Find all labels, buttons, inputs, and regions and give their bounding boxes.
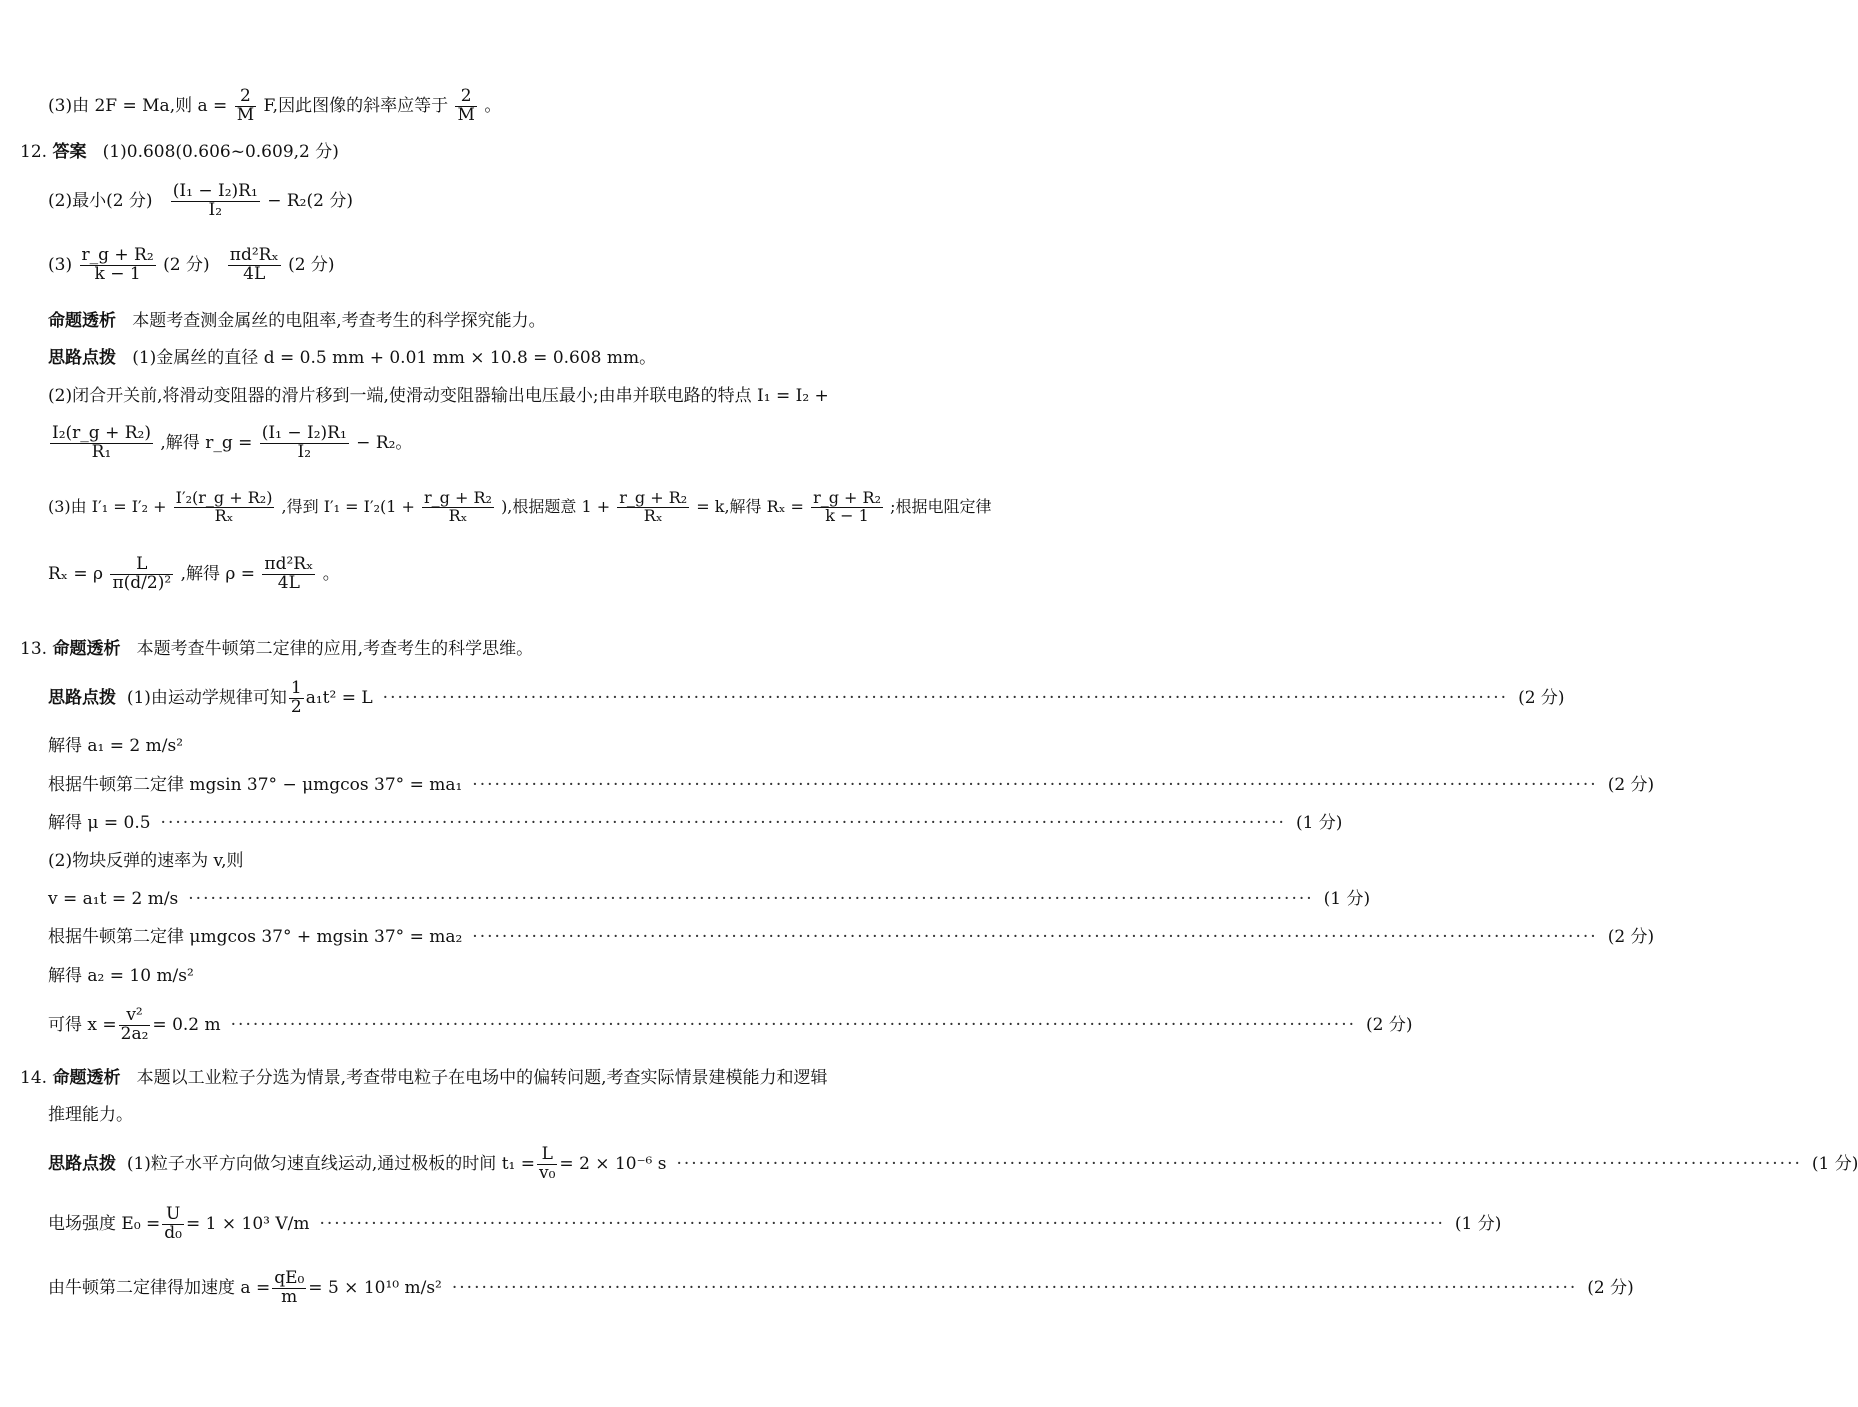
hint-label: 思路点拨 (48, 1153, 116, 1174)
question-number: 12. (20, 142, 48, 162)
analysis-label: 命题透析 (52, 639, 121, 659)
q14-heading (20, 1070, 827, 1087)
score: (2 分) (1607, 775, 1655, 795)
text: v = a₁t = 2 m/s (48, 889, 179, 909)
fraction: $\frac{\text{πd²Rₓ}}{4L}$ (229, 245, 279, 284)
q14-analysis-cont: 推理能力。 (48, 1105, 133, 1125)
question-number: 13. (20, 639, 48, 659)
text: 电场强度 E₀ = (48, 1213, 161, 1234)
q12-answer-part3 (48, 247, 335, 284)
text: 由牛顿第二定律得加速度 a = (48, 1277, 271, 1298)
fraction: $\frac{\text{r\_g + R₂}}{k - 1}$ (813, 488, 881, 525)
fraction: $\frac{\text{I′₂(r\_g + R₂)}}{\text{Rₓ}}$ (175, 488, 273, 525)
fraction: $\frac{\text{(I₁ − I₂)R₁}}{\text{I₂}}$ (261, 423, 347, 462)
question-number: 14. (20, 1068, 48, 1088)
q13-step8: 解得 a₂ = 10 m/s² (48, 966, 194, 986)
text: F,因此图像的斜率应等于 (263, 95, 449, 116)
q14-step2 (48, 1204, 1502, 1243)
text: (3)由 2F = Ma,则 a = (48, 95, 228, 116)
fraction: $\frac{\text{v²}}{\text{2a₂}}$ (120, 1005, 149, 1044)
fraction: $\frac{\text{r\_g + R₂}}{k - 1}$ (81, 245, 154, 284)
q12-answer-part2 (48, 183, 353, 220)
q12-hint4 (48, 556, 340, 593)
text: 解得 μ = 0.5 (48, 813, 151, 833)
text: − R₂(2 分) (267, 190, 353, 211)
text: 根据牛顿第二定律 μmgcos 37° + mgsin 37° = ma₂ (48, 927, 463, 947)
score: (2 分) (1587, 1277, 1634, 1298)
score: (2 分) (1518, 687, 1565, 708)
text: ;根据电阻定律 (890, 496, 992, 516)
text: = k,解得 Rₓ = (696, 496, 804, 516)
fraction: $\frac{1}{2}$ (290, 678, 302, 717)
leader-dots (231, 1017, 1356, 1034)
text: a₁t² = L (305, 687, 373, 708)
q13-step3 (48, 775, 1655, 795)
text: ,解得 r_g = (160, 432, 253, 453)
q12-analysis (48, 313, 546, 330)
text: ,解得 ρ = (180, 563, 256, 584)
fraction: $\frac{L}{\text{π(d/2)²}}$ (112, 554, 172, 593)
q14-step3 (48, 1268, 1634, 1307)
analysis-text: 本题以工业粒子分选为情景,考查带电粒子在电场中的偏转问题,考查实际情景建模能力和逻辑 (136, 1068, 828, 1088)
fraction: $\frac{U}{\text{d₀}}$ (164, 1204, 182, 1243)
text: Rₓ = ρ (48, 563, 104, 584)
hint-text: (2)闭合开关前,将滑动变阻器的滑片移到一端,使滑动变阻器输出电压最小;由串并联电路的特点 I₁ = I₂ + (48, 386, 829, 406)
answer-label: 答案 (52, 142, 87, 162)
text: (1)粒子水平方向做匀速直线运动,通过极板的时间 t₁ = (126, 1153, 535, 1174)
leader-dots (383, 690, 1508, 707)
score: (1 分) (1323, 889, 1371, 909)
leader-dots (472, 929, 1597, 946)
text: 。 (322, 563, 340, 584)
leader-dots (452, 1280, 1577, 1297)
text: ,得到 I′₁ = I′₂(1 + (281, 496, 415, 516)
hint-label: 思路点拨 (48, 348, 116, 368)
fraction: $\frac{\text{πd²Rₓ}}{4L}$ (264, 554, 314, 593)
analysis-text: 本题考查测金属丝的电阻率,考查考生的科学探究能力。 (132, 311, 546, 331)
leader-dots (319, 1216, 1444, 1233)
q13-step9 (48, 1005, 1413, 1044)
score: (1 分) (1454, 1213, 1502, 1234)
q12-hint2-line1 (48, 388, 829, 405)
q13-step1 (48, 678, 1565, 717)
fraction: $\frac{\text{(I₁ − I₂)R₁}}{\text{I₂}}$ (172, 181, 258, 220)
q12-heading (20, 144, 339, 161)
answer-part1: (1)0.608(0.606~0.609,2 分) (102, 142, 339, 162)
q12-hint3 (48, 490, 992, 525)
fraction: $\frac{\text{I₂(r\_g + R₂)}}{\text{R₁}}$ (52, 423, 151, 462)
leader-dots (188, 891, 1313, 908)
text: 根据牛顿第二定律 mgsin 37° − μmgcos 37° = ma₁ (48, 775, 463, 795)
fraction: $\frac{\text{r\_g + R₂}}{\text{Rₓ}}$ (619, 488, 688, 525)
text: = 2 × 10⁻⁶ s (559, 1153, 667, 1174)
q13-step7 (48, 927, 1655, 947)
text: (3)由 I′₁ = I′₂ + (48, 496, 167, 516)
q13-step5: (2)物块反弹的速率为 v,则 (48, 851, 244, 871)
q12-hint2-line2 (48, 425, 412, 462)
text: (3) (48, 254, 73, 275)
leader-dots (677, 1156, 1802, 1173)
score: (2 分) (1607, 927, 1655, 947)
text: − R₂。 (356, 432, 413, 453)
text: ),根据题意 1 + (501, 496, 611, 516)
leader-dots (472, 777, 1597, 794)
fraction: $\frac{L}{\text{v₀}}$ (539, 1144, 556, 1183)
text: (2 分) (163, 254, 210, 275)
text: (2 分) (288, 254, 335, 275)
q11-part3-line (48, 88, 501, 125)
hint-label: 思路点拨 (48, 687, 116, 708)
text: = 5 × 10¹⁰ m/s² (308, 1277, 442, 1298)
analysis-text: 本题考查牛顿第二定律的应用,考查考生的科学思维。 (136, 639, 534, 659)
fraction: $\frac{2}{M}$ (236, 86, 255, 125)
q13-step6 (48, 889, 1371, 909)
q13-step4 (48, 813, 1343, 833)
score: (1 分) (1811, 1153, 1858, 1174)
hint-text: (1)金属丝的直径 d = 0.5 mm + 0.01 mm × 10.8 = 0.608 mm。 (132, 348, 657, 368)
text: (2)最小(2 分) (48, 190, 153, 211)
score: (2 分) (1366, 1014, 1413, 1035)
q13-step2: 解得 a₁ = 2 m/s² (48, 736, 184, 756)
text: 。 (484, 95, 502, 116)
fraction: $\frac{\text{r\_g + R₂}}{\text{Rₓ}}$ (424, 488, 492, 525)
q12-hint1 (48, 350, 656, 367)
text: = 0.2 m (152, 1014, 221, 1035)
q13-heading (20, 641, 533, 658)
analysis-label: 命题透析 (52, 1068, 121, 1088)
leader-dots (161, 815, 1286, 832)
fraction: $\frac{\text{qE₀}}{m}$ (274, 1268, 305, 1307)
fraction: $\frac{2}{M}$ (457, 86, 475, 125)
text: = 1 × 10³ V/m (185, 1213, 310, 1234)
q14-step1 (48, 1144, 1858, 1183)
score: (1 分) (1295, 813, 1343, 833)
analysis-label: 命题透析 (48, 311, 116, 331)
text: 可得 x = (48, 1014, 117, 1035)
text: (1)由运动学规律可知 (126, 687, 287, 708)
